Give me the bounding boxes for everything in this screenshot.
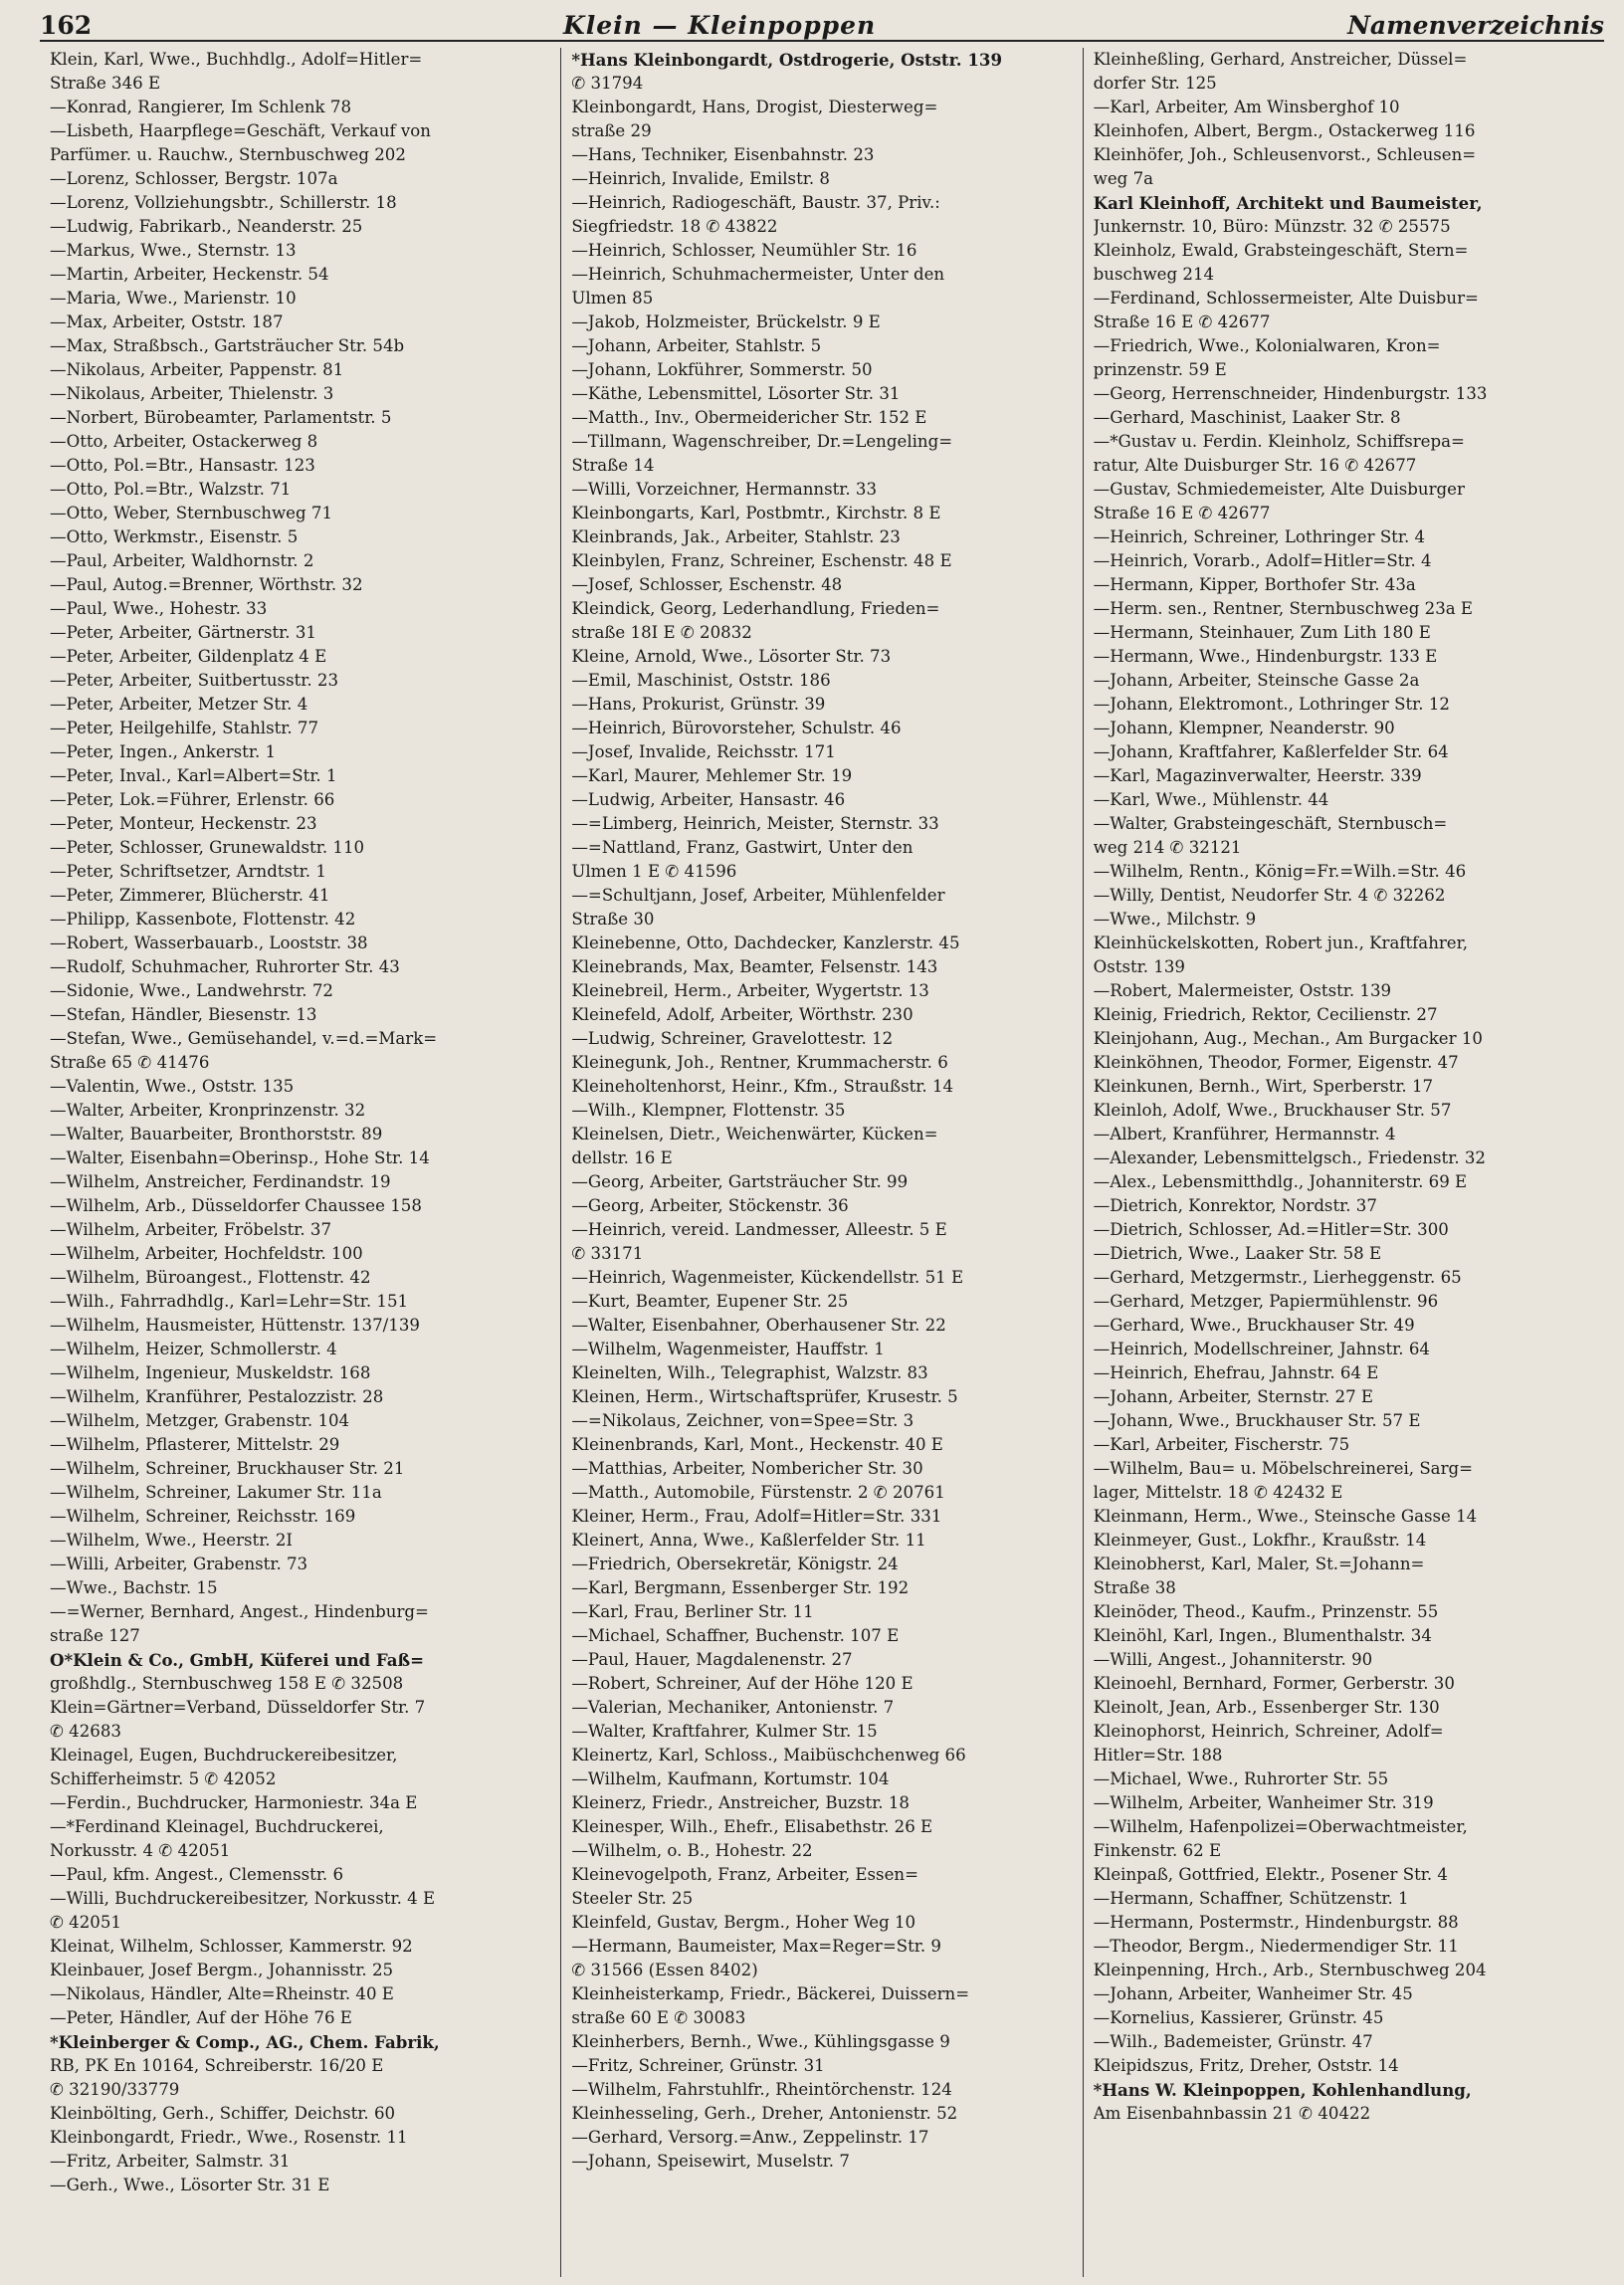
directory-entry: —Rudolf, Schuhmacher, Ruhrorter Str. 43 — [50, 957, 400, 976]
directory-entry: buschweg 214 — [1093, 265, 1215, 284]
directory-entry: —Ferdin., Buchdrucker, Harmoniestr. 34a E — [50, 1793, 418, 1812]
directory-entry: Kleinheßling, Gerhard, Anstreicher, Düssel= — [1093, 50, 1468, 69]
directory-entry: Kleinbongardt, Friedr., Wwe., Rosenstr. 11 — [50, 2128, 408, 2147]
directory-entry: *Kleinberger & Comp., AG., Chem. Fabrik, — [50, 2032, 440, 2052]
directory-entry: —Heinrich, Modellschreiner, Jahnstr. 64 — [1093, 1340, 1430, 1358]
directory-entry: dellstr. 16 E — [571, 1148, 673, 1167]
directory-entry: Straße 16 E ✆ 42677 — [1093, 504, 1271, 522]
directory-entry: —Heinrich, vereid. Landmesser, Alleestr. 5 E — [571, 1220, 947, 1239]
directory-entry: O*Klein & Co., GmbH, Küferei und Faß= — [50, 1650, 425, 1670]
directory-entry: —Nikolaus, Arbeiter, Thielenstr. 3 — [50, 384, 334, 403]
directory-entry: ✆ 32190/33779 — [50, 2080, 180, 2099]
directory-entry: Straße 16 E ✆ 42677 — [1093, 312, 1271, 331]
page-title: Klein — Kleinpoppen — [563, 11, 877, 40]
directory-entry: Kleineholtenhorst, Heinr., Kfm., Straußstr. 14 — [571, 1077, 954, 1096]
directory-entry: —Paul, Arbeiter, Waldhornstr. 2 — [50, 551, 314, 570]
directory-entry: —Wilhelm, Kranführer, Pestalozzistr. 28 — [50, 1387, 384, 1406]
directory-entry: Kleinkunen, Bernh., Wirt, Sperberstr. 17 — [1093, 1077, 1434, 1096]
directory-entry: Kleinöder, Theod., Kaufm., Prinzenstr. 55 — [1093, 1602, 1439, 1621]
directory-entry: —Lisbeth, Haarpflege=Geschäft, Verkauf von — [50, 121, 431, 140]
directory-entry: —Heinrich, Schlosser, Neumühler Str. 16 — [571, 241, 917, 260]
directory-entry: —Otto, Werkmstr., Eisenstr. 5 — [50, 527, 299, 546]
column-right — [1083, 48, 1604, 2277]
directory-entry: Straße 38 — [1093, 1578, 1176, 1597]
directory-entry: —Ludwig, Fabrikarb., Neanderstr. 25 — [50, 217, 363, 236]
directory-entry: straße 127 — [50, 1626, 140, 1645]
directory-entry: —Michael, Wwe., Ruhrorter Str. 55 — [1093, 1769, 1389, 1788]
directory-entry: Kleinefeld, Adolf, Arbeiter, Wörthstr. 230 — [571, 1005, 914, 1024]
directory-entry: —Gerhard, Maschinist, Laaker Str. 8 — [1093, 408, 1401, 427]
directory-entry: —Wilhelm, Wagenmeister, Hauffstr. 1 — [571, 1340, 885, 1358]
directory-entry: —Wilhelm, Rentn., König=Fr.=Wilh.=Str. 46 — [1093, 862, 1467, 881]
directory-entry: —Matth., Automobile, Fürstenstr. 2 ✆ 20761 — [571, 1483, 945, 1502]
directory-entry: Kleindick, Georg, Lederhandlung, Frieden= — [571, 599, 940, 618]
directory-entry: —Karl, Magazinverwalter, Heerstr. 339 — [1093, 766, 1422, 785]
directory-entry: —Fritz, Arbeiter, Salmstr. 31 — [50, 2152, 291, 2171]
directory-entry: —Wilhelm, Hausmeister, Hüttenstr. 137/139 — [50, 1316, 420, 1335]
directory-entry: Kleinig, Friedrich, Rektor, Cecilienstr. 27 — [1093, 1005, 1438, 1024]
directory-entry: —Friedrich, Wwe., Kolonialwaren, Kron= — [1093, 336, 1441, 355]
directory-entry: Kleine, Arnold, Wwe., Lösorter Str. 73 — [571, 647, 892, 666]
directory-entry: ✆ 33171 — [571, 1244, 644, 1263]
directory-entry: —Peter, Schlosser, Grunewaldstr. 110 — [50, 838, 365, 857]
directory-entry: —Ferdinand, Schlossermeister, Alte Duisbur= — [1093, 289, 1479, 308]
directory-entry: Parfümer. u. Rauchw., Sternbuschweg 202 — [50, 145, 406, 164]
directory-entry: —Max, Straßbsch., Gartsträucher Str. 54b — [50, 336, 405, 355]
directory-entry: —Wilhelm, Bau= u. Möbelschreinerei, Sarg= — [1093, 1459, 1474, 1478]
directory-entry: —Willi, Angest., Johanniterstr. 90 — [1093, 1650, 1373, 1669]
directory-entry: —Ludwig, Schreiner, Gravelottestr. 12 — [571, 1029, 894, 1048]
directory-entry: Kleinhöfer, Joh., Schleusenvorst., Schleusen= — [1093, 145, 1477, 164]
directory-entry: Oststr. 139 — [1093, 957, 1185, 976]
directory-entry: —Johann, Arbeiter, Sternstr. 27 E — [1093, 1387, 1374, 1406]
directory-entry: —Walter, Bauarbeiter, Bronthorststr. 89 — [50, 1125, 383, 1143]
directory-entry: —Peter, Schriftsetzer, Arndtstr. 1 — [50, 862, 326, 881]
directory-entry: —Tillmann, Wagenschreiber, Dr.=Lengeling= — [571, 432, 953, 451]
directory-entry: —Dietrich, Wwe., Laaker Str. 58 E — [1093, 1244, 1382, 1263]
directory-entry: Klein, Karl, Wwe., Buchhdlg., Adolf=Hitler= — [50, 50, 423, 69]
directory-entry: —Willi, Arbeiter, Grabenstr. 73 — [50, 1555, 308, 1573]
directory-entry: prinzenstr. 59 E — [1093, 360, 1227, 379]
directory-entry: —Matth., Inv., Obermeidericher Str. 152 E — [571, 408, 927, 427]
directory-entry: Kleinagel, Eugen, Buchdruckereibesitzer, — [50, 1746, 398, 1765]
directory-entry: —Sidonie, Wwe., Landwehrstr. 72 — [50, 981, 333, 1000]
directory-entry: Kleinholz, Ewald, Grabsteingeschäft, Stern= — [1093, 241, 1469, 260]
directory-entry: —Robert, Wasserbauarb., Looststr. 38 — [50, 934, 368, 952]
directory-entry: —=Schultjann, Josef, Arbeiter, Mühlenfelder — [571, 886, 945, 905]
directory-entry: —Alexander, Lebensmittelgsch., Friedenstr. 32 — [1093, 1148, 1486, 1167]
directory-entry: —=Limberg, Heinrich, Meister, Sternstr. 33 — [571, 814, 939, 833]
directory-entry: —Gerhard, Metzgermstr., Lierheggenstr. 65 — [1093, 1268, 1462, 1287]
directory-entry: —Philipp, Kassenbote, Flottenstr. 42 — [50, 910, 356, 929]
directory-entry: —Johann, Wwe., Bruckhauser Str. 57 E — [1093, 1411, 1421, 1430]
directory-entry: —Heinrich, Wagenmeister, Kückendellstr. 51 E — [571, 1268, 964, 1287]
directory-entry: —Karl, Arbeiter, Fischerstr. 75 — [1093, 1435, 1350, 1454]
directory-entry: straße 18I E ✆ 20832 — [571, 623, 752, 642]
directory-entry: Straße 346 E — [50, 74, 161, 93]
directory-entry: Kleinerz, Friedr., Anstreicher, Buzstr. 18 — [571, 1793, 910, 1812]
directory-entry: —Wilhelm, Büroangest., Flottenstr. 42 — [50, 1268, 371, 1287]
directory-entry: —Konrad, Rangierer, Im Schlenk 78 — [50, 98, 352, 116]
directory-entry: Kleinevogelpoth, Franz, Arbeiter, Essen= — [571, 1865, 918, 1884]
directory-entry: —Johann, Arbeiter, Stahlstr. 5 — [571, 336, 822, 355]
directory-entry: —Wilhelm, Ingenieur, Muskeldstr. 168 — [50, 1363, 371, 1382]
directory-entry: Kleinobherst, Karl, Maler, St.=Johann= — [1093, 1555, 1425, 1573]
directory-entry: *Hans Kleinbongardt, Ostdrogerie, Oststr. 139 — [571, 50, 1002, 70]
directory-entry: —Maria, Wwe., Marienstr. 10 — [50, 289, 297, 308]
directory-entry: —Valentin, Wwe., Oststr. 135 — [50, 1077, 295, 1096]
directory-entry: ratur, Alte Duisburger Str. 16 ✆ 42677 — [1093, 456, 1417, 475]
directory-entry: Junkernstr. 10, Büro: Münzstr. 32 ✆ 25575 — [1093, 217, 1451, 236]
directory-entry: —Wwe., Bachstr. 15 — [50, 1578, 218, 1597]
directory-entry: —Dietrich, Schlosser, Ad.=Hitler=Str. 300 — [1093, 1220, 1449, 1239]
directory-entry: —Wilhelm, Arb., Düsseldorfer Chaussee 158 — [50, 1196, 422, 1215]
directory-entry: —Heinrich, Schreiner, Lothringer Str. 4 — [1093, 527, 1426, 546]
directory-entry: —Otto, Pol.=Btr., Walzstr. 71 — [50, 480, 292, 499]
directory-entry: —Käthe, Lebensmittel, Lösorter Str. 31 — [571, 384, 901, 403]
directory-entry: —Peter, Lok.=Führer, Erlenstr. 66 — [50, 790, 335, 809]
directory-entry: Siegfriedstr. 18 ✆ 43822 — [571, 217, 778, 236]
directory-entry: Kleinelsen, Dietr., Weichenwärter, Kücken= — [571, 1125, 938, 1143]
directory-entry: —Johann, Arbeiter, Steinsche Gasse 2a — [1093, 671, 1420, 690]
directory-entry: —Otto, Weber, Sternbuschweg 71 — [50, 504, 333, 522]
directory-entry: —Karl, Arbeiter, Am Winsberghof 10 — [1093, 98, 1400, 116]
directory-entry: —Peter, Arbeiter, Gärtnerstr. 31 — [50, 623, 316, 642]
directory-entry: —*Gustav u. Ferdin. Kleinholz, Schiffsrepa= — [1093, 432, 1465, 451]
directory-entry: Kleinesper, Wilh., Ehefr., Elisabethstr. 26 E — [571, 1817, 933, 1836]
directory-entry: —Otto, Pol.=Btr., Hansastr. 123 — [50, 456, 315, 475]
directory-entry: ✆ 31566 (Essen 8402) — [571, 1961, 758, 1979]
section-title: Namenverzeichnis — [1347, 11, 1604, 40]
directory-entry: —Josef, Invalide, Reichsstr. 171 — [571, 742, 836, 761]
directory-entry: —Walter, Eisenbahner, Oberhausener Str. 22 — [571, 1316, 946, 1335]
directory-entry: —Walter, Grabsteingeschäft, Sternbusch= — [1093, 814, 1448, 833]
directory-entry: —Johann, Lokführer, Sommerstr. 50 — [571, 360, 873, 379]
directory-entry: —Wilhelm, Schreiner, Reichsstr. 169 — [50, 1507, 356, 1526]
directory-entry: —Hermann, Kipper, Borthofer Str. 43a — [1093, 575, 1416, 594]
directory-entry: —Peter, Ingen., Ankerstr. 1 — [50, 742, 277, 761]
directory-entry: —*Ferdinand Kleinagel, Buchdruckerei, — [50, 1817, 384, 1836]
directory-entry: —Heinrich, Invalide, Emilstr. 8 — [571, 169, 830, 188]
directory-entry: —Fritz, Schreiner, Grünstr. 31 — [571, 2056, 825, 2075]
directory-entry: —Kornelius, Kassierer, Grünstr. 45 — [1093, 2008, 1384, 2027]
directory-entry: —Stefan, Wwe., Gemüsehandel, v.=d.=Mark= — [50, 1029, 438, 1048]
directory-entry: —Heinrich, Vorarb., Adolf=Hitler=Str. 4 — [1093, 551, 1432, 570]
directory-entry: —Jakob, Holzmeister, Brückelstr. 9 E — [571, 312, 881, 331]
directory-entry: —Ludwig, Arbeiter, Hansastr. 46 — [571, 790, 846, 809]
directory-entry: —Walter, Eisenbahn=Oberinsp., Hohe Str. 14 — [50, 1148, 430, 1167]
directory-entry: —Gerh., Wwe., Lösorter Str. 31 E — [50, 2176, 330, 2194]
directory-entry: —Wwe., Milchstr. 9 — [1093, 910, 1257, 929]
directory-entry: *Hans W. Kleinpoppen, Kohlenhandlung, — [1093, 2080, 1472, 2100]
directory-entry: straße 60 E ✆ 30083 — [571, 2008, 746, 2027]
directory-entry: —Kurt, Beamter, Eupener Str. 25 — [571, 1292, 849, 1311]
directory-entry: straße 29 — [571, 121, 652, 140]
directory-entry: Kleinköhnen, Theodor, Former, Eigenstr. 47 — [1093, 1053, 1459, 1072]
directory-entry: —Hermann, Postermstr., Hindenburgstr. 88 — [1093, 1913, 1459, 1932]
directory-entry: —Hermann, Baumeister, Max=Reger=Str. 9 — [571, 1937, 941, 1956]
directory-entry: —Hans, Prokurist, Grünstr. 39 — [571, 695, 826, 714]
directory-entry: großhdlg., Sternbuschweg 158 E ✆ 32508 — [50, 1674, 404, 1693]
directory-entry: —Wilhelm, Heizer, Schmollerstr. 4 — [50, 1340, 337, 1358]
directory-entry: —Wilh., Fahrradhdlg., Karl=Lehr=Str. 151 — [50, 1292, 409, 1311]
directory-entry: —Josef, Schlosser, Eschenstr. 48 — [571, 575, 843, 594]
directory-entry: Kleinebrands, Max, Beamter, Felsenstr. 143 — [571, 957, 938, 976]
directory-entry: —Matthias, Arbeiter, Nombericher Str. 30 — [571, 1459, 923, 1478]
directory-entry: Am Eisenbahnbassin 21 ✆ 40422 — [1093, 2104, 1371, 2123]
directory-entry: —Heinrich, Bürovorsteher, Schulstr. 46 — [571, 719, 902, 737]
directory-entry: Kleinhesseling, Gerh., Dreher, Antonienstr. 52 — [571, 2104, 958, 2123]
directory-entry: —Gustav, Schmiedemeister, Alte Duisburger — [1093, 480, 1465, 499]
directory-entry: Kleinoehl, Bernhard, Former, Gerberstr. 30 — [1093, 1674, 1455, 1693]
directory-entry: —Hermann, Wwe., Hindenburgstr. 133 E — [1093, 647, 1438, 666]
directory-entry: Kleinelten, Wilh., Telegraphist, Walzstr. 83 — [571, 1363, 928, 1382]
directory-entry: Kleinolt, Jean, Arb., Essenberger Str. 130 — [1093, 1698, 1440, 1717]
directory-entry: —Peter, Händler, Auf der Höhe 76 E — [50, 2008, 352, 2027]
directory-entry: —Hermann, Schaffner, Schützenstr. 1 — [1093, 1889, 1409, 1908]
directory-entry: —Paul, Hauer, Magdalenenstr. 27 — [571, 1650, 853, 1669]
directory-entry: —Karl, Frau, Berliner Str. 11 — [571, 1602, 814, 1621]
directory-entry: Kleinpaß, Gottfried, Elektr., Posener Str. 4 — [1093, 1865, 1448, 1884]
directory-entry: —Wilhelm, Anstreicher, Ferdinandstr. 19 — [50, 1172, 391, 1191]
directory-entry: —Robert, Schreiner, Auf der Höhe 120 E — [571, 1674, 914, 1693]
directory-entry: —Wilhelm, Arbeiter, Wanheimer Str. 319 — [1093, 1793, 1434, 1812]
directory-entry: —Nikolaus, Arbeiter, Pappenstr. 81 — [50, 360, 344, 379]
directory-entry: —Max, Arbeiter, Oststr. 187 — [50, 312, 284, 331]
directory-entry: —Theodor, Bergm., Niedermendiger Str. 11 — [1093, 1937, 1459, 1956]
directory-entry: Ulmen 85 — [571, 289, 654, 308]
directory-entry: —Johann, Arbeiter, Wanheimer Str. 45 — [1093, 1984, 1413, 2003]
directory-entry: —Norbert, Bürobeamter, Parlamentstr. 5 — [50, 408, 392, 427]
directory-entry: —Friedrich, Obersekretär, Königstr. 24 — [571, 1555, 899, 1573]
directory-entry: —Valerian, Mechaniker, Antonienstr. 7 — [571, 1698, 895, 1717]
directory-entry: Kleinhückelskotten, Robert jun., Kraftfahrer, — [1093, 934, 1469, 952]
directory-entry: —Robert, Malermeister, Oststr. 139 — [1093, 981, 1392, 1000]
directory-entry: Kleinjohann, Aug., Mechan., Am Burgacker 10 — [1093, 1029, 1483, 1048]
directory-entry: —Peter, Zimmerer, Blücherstr. 41 — [50, 886, 330, 905]
directory-entry: Kleinebreil, Herm., Arbeiter, Wygertstr. 13 — [571, 981, 929, 1000]
directory-entry: Kleiner, Herm., Frau, Adolf=Hitler=Str. 331 — [571, 1507, 942, 1526]
directory-entry: Kleinherbers, Bernh., Wwe., Kühlingsgasse 9 — [571, 2032, 950, 2051]
directory-entry: Straße 65 ✆ 41476 — [50, 1053, 210, 1072]
column-left — [40, 48, 560, 2277]
directory-entry: —Karl, Bergmann, Essenberger Str. 192 — [571, 1578, 910, 1597]
directory-entry: —Peter, Monteur, Heckenstr. 23 — [50, 814, 317, 833]
directory-entry: —=Werner, Bernhard, Angest., Hindenburg= — [50, 1602, 429, 1621]
directory-entry: —Willi, Vorzeichner, Hermannstr. 33 — [571, 480, 878, 499]
directory-entry: —Nikolaus, Händler, Alte=Rheinstr. 40 E — [50, 1984, 394, 2003]
directory-entry: —Heinrich, Schuhmachermeister, Unter den — [571, 265, 945, 284]
directory-entry: —Karl, Wwe., Mühlenstr. 44 — [1093, 790, 1329, 809]
directory-entry: —Peter, Arbeiter, Metzer Str. 4 — [50, 695, 308, 714]
directory-entry: —Walter, Arbeiter, Kronprinzenstr. 32 — [50, 1101, 366, 1120]
directory-entry: —Stefan, Händler, Biesenstr. 13 — [50, 1005, 317, 1024]
directory-entry: ✆ 31794 — [571, 74, 644, 93]
directory-entry: —Peter, Arbeiter, Suitbertusstr. 23 — [50, 671, 339, 690]
directory-entry: dorfer Str. 125 — [1093, 74, 1217, 93]
directory-entry: Kleinbrands, Jak., Arbeiter, Stahlstr. 23 — [571, 527, 901, 546]
directory-entry: weg 7a — [1093, 169, 1154, 188]
directory-entry: —Otto, Arbeiter, Ostackerweg 8 — [50, 432, 318, 451]
directory-entry: Kleinmann, Herm., Wwe., Steinsche Gasse 14 — [1093, 1507, 1478, 1526]
directory-entry: —Markus, Wwe., Sternstr. 13 — [50, 241, 297, 260]
directory-entry: Norkusstr. 4 ✆ 42051 — [50, 1841, 231, 1860]
directory-entry: Hitler=Str. 188 — [1093, 1746, 1223, 1765]
directory-entry: Ulmen 1 E ✆ 41596 — [571, 862, 737, 881]
directory-entry: —Peter, Arbeiter, Gildenplatz 4 E — [50, 647, 327, 666]
directory-entry: Kleipidszus, Fritz, Dreher, Oststr. 14 — [1093, 2056, 1399, 2075]
directory-entry: —Heinrich, Ehefrau, Jahnstr. 64 E — [1093, 1363, 1379, 1382]
directory-entry: —Emil, Maschinist, Oststr. 186 — [571, 671, 831, 690]
directory-entry: Schifferheimstr. 5 ✆ 42052 — [50, 1769, 277, 1788]
directory-entry: lager, Mittelstr. 18 ✆ 42432 E — [1093, 1483, 1343, 1502]
directory-entry: —Georg, Arbeiter, Stöckenstr. 36 — [571, 1196, 849, 1215]
directory-entry: —Wilh., Bademeister, Grünstr. 47 — [1093, 2032, 1373, 2051]
directory-entry: —Wilhelm, Wwe., Heerstr. 2I — [50, 1531, 293, 1550]
directory-entry: —Hans, Techniker, Eisenbahnstr. 23 — [571, 145, 875, 164]
directory-entry: —Albert, Kranführer, Hermannstr. 4 — [1093, 1125, 1396, 1143]
directory-entry: —Paul, kfm. Angest., Clemensstr. 6 — [50, 1865, 344, 1884]
directory-entry: —Herm. sen., Rentner, Sternbuschweg 23a E — [1093, 599, 1474, 618]
directory-entry: Steeler Str. 25 — [571, 1889, 694, 1908]
directory-entry: —Hermann, Steinhauer, Zum Lith 180 E — [1093, 623, 1431, 642]
directory-entry: —Karl, Maurer, Mehlemer Str. 19 — [571, 766, 853, 785]
directory-entry: —Wilhelm, Arbeiter, Hochfeldstr. 100 — [50, 1244, 363, 1263]
directory-entry: —Johann, Kraftfahrer, Kaßlerfelder Str. 64 — [1093, 742, 1449, 761]
directory-entry: —Johann, Klempner, Neanderstr. 90 — [1093, 719, 1395, 737]
directory-entry: —Wilhelm, Metzger, Grabenstr. 104 — [50, 1411, 350, 1430]
directory-entry: Kleinegunk, Joh., Rentner, Krummacherstr. 6 — [571, 1053, 948, 1072]
directory-entry: —=Nikolaus, Zeichner, von=Spee=Str. 3 — [571, 1411, 914, 1430]
directory-entry: —Paul, Autog.=Brenner, Wörthstr. 32 — [50, 575, 363, 594]
directory-entry: —Wilhelm, Schreiner, Bruckhauser Str. 21 — [50, 1459, 405, 1478]
directory-entry: —Georg, Arbeiter, Gartsträucher Str. 99 — [571, 1172, 909, 1191]
directory-entry: Kleinheisterkamp, Friedr., Bäckerei, Duissern= — [571, 1984, 970, 2003]
directory-entry: Kleinbylen, Franz, Schreiner, Eschenstr. 48 E — [571, 551, 952, 570]
directory-entry: Karl Kleinhoff, Architekt und Baumeister, — [1093, 193, 1483, 213]
directory-entry: Straße 14 — [571, 456, 655, 475]
directory-entry: Kleinhofen, Albert, Bergm., Ostackerweg 116 — [1093, 121, 1476, 140]
directory-entry: Kleinbölting, Gerh., Schiffer, Deichstr. 60 — [50, 2104, 396, 2123]
directory-entry: ✆ 42051 — [50, 1913, 121, 1932]
directory-entry: RB, PK En 10164, Schreiberstr. 16/20 E — [50, 2056, 384, 2075]
directory-entry: —Peter, Inval., Karl=Albert=Str. 1 — [50, 766, 337, 785]
directory-entry: —Gerhard, Versorg.=Anw., Zeppelinstr. 17 — [571, 2128, 929, 2147]
directory-entry: —Johann, Speisewirt, Muselstr. 7 — [571, 2152, 850, 2171]
directory-entry: —Wilhelm, o. B., Hohestr. 22 — [571, 1841, 813, 1860]
directory-entry: —Gerhard, Wwe., Bruckhauser Str. 49 — [1093, 1316, 1415, 1335]
directory-entry: Kleinenbrands, Karl, Mont., Heckenstr. 40 E — [571, 1435, 943, 1454]
directory-entry: —Wilhelm, Hafenpolizei=Oberwachtmeister, — [1093, 1817, 1468, 1836]
directory-entry: —Wilhelm, Kaufmann, Kortumstr. 104 — [571, 1769, 890, 1788]
directory-entry: Kleinophorst, Heinrich, Schreiner, Adolf= — [1093, 1722, 1444, 1741]
page-header — [40, 6, 1604, 42]
directory-entry: —=Nattland, Franz, Gastwirt, Unter den — [571, 838, 914, 857]
directory-entry: Kleinbongardt, Hans, Drogist, Diesterweg= — [571, 98, 938, 116]
directory-entry: —Wilhelm, Fahrstuhlfr., Rheintörchenstr. 124 — [571, 2080, 952, 2099]
directory-entry: Kleinloh, Adolf, Wwe., Bruckhauser Str. 57 — [1093, 1101, 1452, 1120]
directory-entry: —Lorenz, Vollziehungsbtr., Schillerstr. 18 — [50, 193, 397, 212]
directory-entry: —Wilh., Klempner, Flottenstr. 35 — [571, 1101, 846, 1120]
directory-entry: Kleinbongarts, Karl, Postbmtr., Kirchstr. 8 E — [571, 504, 941, 522]
directory-entry: —Gerhard, Metzger, Papiermühlenstr. 96 — [1093, 1292, 1439, 1311]
directory-entry: —Martin, Arbeiter, Heckenstr. 54 — [50, 265, 329, 284]
directory-entry: Klein=Gärtner=Verband, Düsseldorfer Str. 7 — [50, 1698, 426, 1717]
directory-entry: Kleinfeld, Gustav, Bergm., Hoher Weg 10 — [571, 1913, 916, 1932]
page-number: 162 — [40, 11, 93, 40]
directory-entry: —Dietrich, Konrektor, Nordstr. 37 — [1093, 1196, 1377, 1215]
directory-entry: Kleinertz, Karl, Schloss., Maibüschchenweg 66 — [571, 1746, 966, 1765]
directory-entry: Kleinebenne, Otto, Dachdecker, Kanzlerstr. 45 — [571, 934, 960, 952]
directory-entry: Finkenstr. 62 E — [1093, 1841, 1222, 1860]
directory-entry: ✆ 42683 — [50, 1722, 121, 1741]
directory-entry: —Georg, Herrenschneider, Hindenburgstr. 133 — [1093, 384, 1488, 403]
directory-entry: Kleinpenning, Hrch., Arb., Sternbuschweg 204 — [1093, 1961, 1487, 1979]
directory-entry: weg 214 ✆ 32121 — [1093, 838, 1242, 857]
directory-entry: —Paul, Wwe., Hohestr. 33 — [50, 599, 268, 618]
directory-entry: —Alex., Lebensmitthdlg., Johanniterstr. 69 E — [1093, 1172, 1468, 1191]
directory-entry: —Wilhelm, Arbeiter, Fröbelstr. 37 — [50, 1220, 332, 1239]
directory-entry: —Johann, Elektromont., Lothringer Str. 12 — [1093, 695, 1450, 714]
directory-entry: Kleinbauer, Josef Bergm., Johannisstr. 25 — [50, 1961, 394, 1979]
directory-entry: —Wilhelm, Pflasterer, Mittelstr. 29 — [50, 1435, 340, 1454]
directory-entry: Kleinert, Anna, Wwe., Kaßlerfelder Str. 11 — [571, 1531, 926, 1550]
directory-entry: —Willy, Dentist, Neudorfer Str. 4 ✆ 32262 — [1093, 886, 1446, 905]
directory-entry: —Peter, Heilgehilfe, Stahlstr. 77 — [50, 719, 319, 737]
directory-entry: Kleinen, Herm., Wirtschaftsprüfer, Krusestr. 5 — [571, 1387, 958, 1406]
entry-columns — [40, 48, 1604, 2277]
directory-entry: Kleinmeyer, Gust., Lokfhr., Kraußstr. 14 — [1093, 1531, 1427, 1550]
directory-entry: Kleinat, Wilhelm, Schlosser, Kammerstr. 92 — [50, 1937, 413, 1956]
directory-entry: —Walter, Kraftfahrer, Kulmer Str. 15 — [571, 1722, 878, 1741]
directory-entry: —Heinrich, Radiogeschäft, Baustr. 37, Priv.: — [571, 193, 940, 212]
directory-entry: —Lorenz, Schlosser, Bergstr. 107a — [50, 169, 338, 188]
directory-entry: —Willi, Buchdruckereibesitzer, Norkusstr. 4 E — [50, 1889, 436, 1908]
directory-entry: Straße 30 — [571, 910, 655, 929]
directory-entry: —Wilhelm, Schreiner, Lakumer Str. 11a — [50, 1483, 382, 1502]
directory-entry: Kleinöhl, Karl, Ingen., Blumenthalstr. 34 — [1093, 1626, 1432, 1645]
directory-entry: —Michael, Schaffner, Buchenstr. 107 E — [571, 1626, 900, 1645]
column-middle — [560, 48, 1082, 2277]
